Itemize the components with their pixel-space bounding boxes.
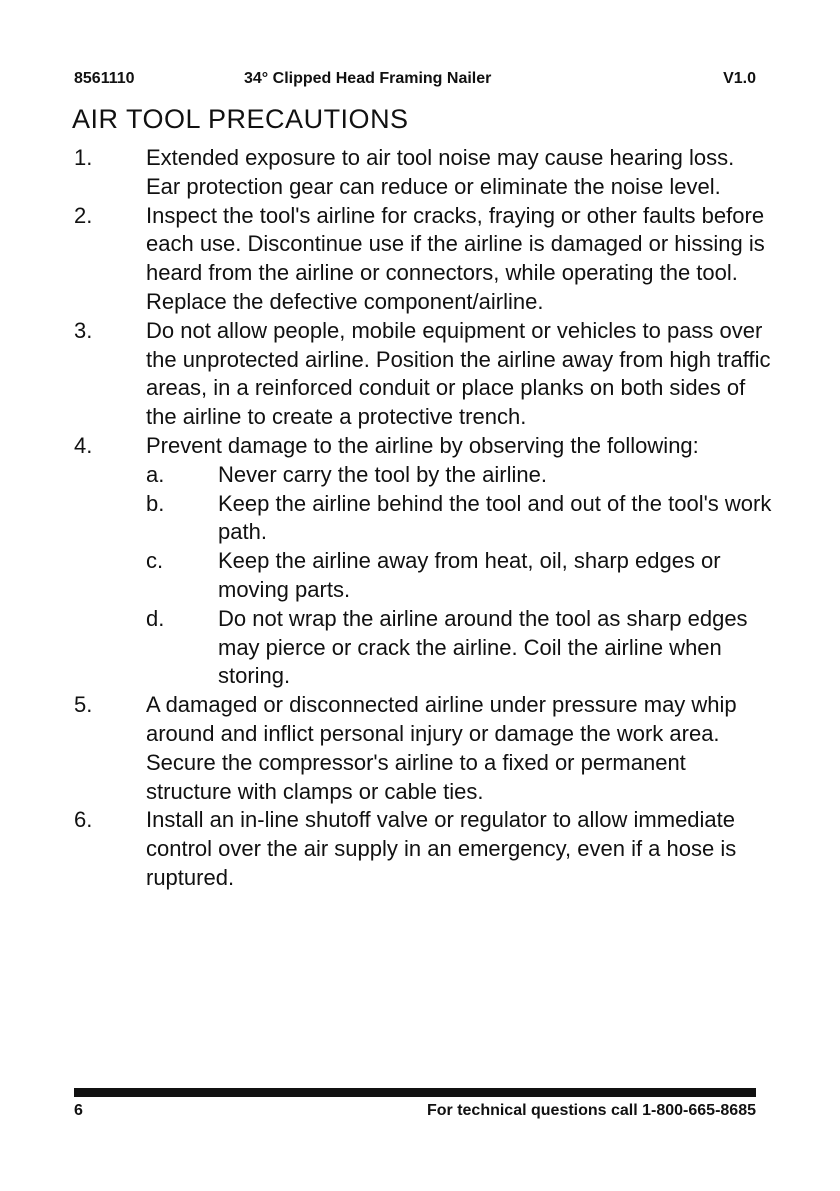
list-item-1 [74,144,774,202]
sub-item-text: Keep the airline behind the tool and out of the tool's work path. [218,490,772,545]
item-number: 4. [74,432,93,458]
version-label: V1.0 [723,70,756,87]
sub-item-text: Keep the airline away from heat, oil, sharp edges or moving parts. [218,548,721,602]
list-item-3 [74,317,774,432]
sub-item-b [146,490,774,548]
sub-item-letter: a. [146,461,165,487]
model-number: 8561110 [74,70,135,87]
sub-item-text: Never carry the tool by the airline. [218,461,547,487]
sub-item-letter: b. [146,490,165,516]
item-text: A damaged or disconnected airline under pressure may whip around and inflict personal injury or damage the work area. Secure the compressor's airline to a fixed or permanent structure with clamps or cable ties. [146,692,737,804]
sub-item-text: Do not wrap the airline around the tool as sharp edges may pierce or crack the airline. Coil the airline when storing. [218,605,748,689]
sub-item-d [146,605,774,691]
technical-support-phone: For technical questions call 1-800-665-8685 [426,1102,756,1119]
list-item-6 [74,806,774,892]
sub-item-letter: d. [146,605,165,631]
list-item-2 [74,202,774,317]
product-name: 34° Clipped Head Framing Nailer [244,70,492,87]
item-number: 1. [74,145,93,170]
item-number: 3. [74,317,93,343]
list-item-4 [74,432,774,691]
page-number: 6 [74,1102,83,1119]
item-text: Extended exposure to air tool noise may cause hearing loss. Ear protection gear can reduce or eliminate the noise level. [146,145,735,199]
item-number: 2. [74,202,93,228]
item-text: Do not allow people, mobile equipment or vehicles to pass over the unprotected airline. Position the airline away from high traffic areas, in a reinforced conduit or place planks on both sides of the airline to create a protective trench. [146,317,771,430]
precautions-list [74,144,774,893]
item-text: Prevent damage to the airline by observing the following: [146,432,699,458]
item-number: 5. [74,692,93,718]
footer-divider [74,1088,756,1097]
sub-item-letter: c. [146,548,164,574]
sub-item-a [146,461,774,490]
section-title: AIR TOOL PRECAUTIONS [72,104,409,134]
page-header [74,70,756,94]
list-item-5 [74,691,774,806]
item-body [146,432,774,691]
sub-item-c [146,547,774,605]
item-text: Install an in-line shutoff valve or regulator to allow immediate control over the air supply in an emergency, even if a hose is ruptured. [146,807,737,890]
item-text: Inspect the tool's airline for cracks, fraying or other faults before each use. Discontinue use if the airline is damaged or hissing is heard from the airline or connectors, while operating the tool. Replace the defective component/airline. [146,202,765,314]
item-number: 6. [74,807,93,833]
